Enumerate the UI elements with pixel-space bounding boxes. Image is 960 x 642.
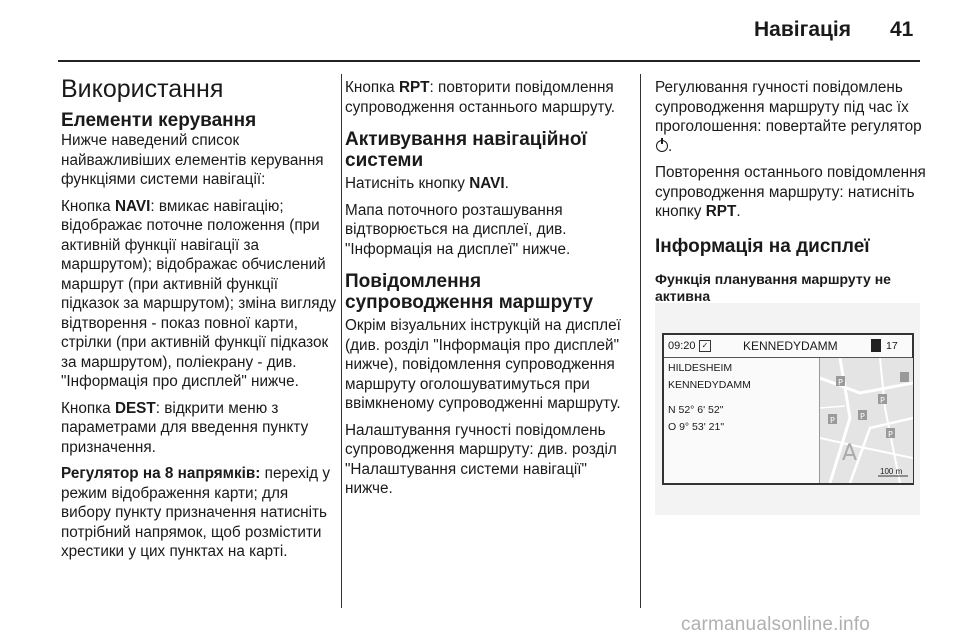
column-left [61, 74, 337, 569]
svg-text:P: P [838, 378, 843, 387]
messages-heading: Повідомлення супроводження маршруту [345, 271, 594, 313]
navi-paragraph: Кнопка NAVI: вмикає навігацію; відображає поточне положення (при активній функції навігації за маршрутом); відображає обчислений маршрут (при активній функції підказок за маршрутом); зміна вигляду відтворення - показ повної карти, стрілки (при активній функції підказок за маршрутом), поліекрану - див. "Інформація про дисплей" нижче. [61, 197, 337, 390]
longitude: O 9° 53' 21" [668, 421, 725, 433]
page-number: 41 [890, 18, 914, 41]
svg-text:P: P [830, 416, 835, 425]
nav-screen [662, 333, 914, 485]
column-middle [345, 78, 633, 506]
route-inactive-heading: Функція планування маршруту не активна [655, 270, 891, 304]
volume-paragraph: Налаштування гучності повідомлень супроводження маршруту: див. розділ "Налаштування системи навігації" нижче. [345, 421, 617, 497]
page-header [0, 0, 960, 60]
city-name: HILDESHEIM [668, 362, 733, 374]
section-title: Навігація [754, 18, 852, 41]
position-arrow-icon: A [842, 441, 858, 466]
controls-intro: Нижче наведений список найважливіших елементів керування функціями системи навігації: [61, 132, 324, 188]
svg-text:P: P [860, 412, 865, 421]
rotary-knob-icon [656, 140, 668, 152]
column-right [655, 78, 927, 325]
usage-heading: Використання [61, 75, 224, 103]
parking-icon [900, 372, 909, 382]
street-name: KENNEDYDAMM [668, 379, 751, 391]
map-paragraph: Мапа поточного розташування відтворюється на дисплеї, див. "Інформація на дисплеї" нижче. [345, 201, 571, 258]
outside-temperature: 17 [886, 340, 898, 352]
column-divider [341, 74, 342, 608]
header-divider [58, 60, 920, 62]
activation-heading: Активування навігаційної системи [345, 129, 587, 171]
map-graphic [820, 358, 913, 483]
check-icon: ✓ [699, 340, 711, 352]
activation-paragraph: Натисніть кнопку NAVI. [345, 175, 509, 192]
svg-text:P: P [880, 396, 885, 405]
latitude: N 52° 6' 52" [668, 404, 724, 416]
position-info [664, 358, 818, 483]
volume-adjust-paragraph: Регулювання гучності повідомлень супроводження маршруту під час їх проголошення: повертайте регулятор . [655, 79, 922, 155]
flag-icon [871, 339, 881, 352]
map-view [819, 358, 913, 483]
watermark: carmanualsonline.info [681, 614, 871, 635]
regulator-paragraph: Регулятор на 8 напрямків: перехід у режим відображення карти; для вибору пункту призначення натисніть потрібний напрямок, щоб розмістити хрестики у цих пунктах на карті. [61, 465, 330, 560]
display-heading: Інформація на дисплеї [655, 235, 870, 257]
current-street: KENNEDYDAMM [743, 339, 838, 353]
svg-text:P: P [888, 430, 893, 439]
column-divider [640, 74, 641, 608]
controls-heading: Елементи керування [61, 110, 257, 131]
display-illustration [655, 303, 920, 515]
clock: 09:20 [668, 340, 696, 352]
screen-status-bar [664, 335, 912, 358]
dest-paragraph: Кнопка DEST: відкрити меню з параметрами для введення пункту призначення. [61, 399, 309, 456]
repeat-paragraph: Повторення останнього повідомлення супроводження маршруту: натисніть кнопку RPT. [655, 164, 926, 220]
messages-paragraph: Окрім візуальних інструкцій на дисплеї (див. розділ "Інформація про дисплей" нижче), повідомлення супроводження маршруту оголошуватимуться при ввімкненому супроводженні маршруту. [345, 317, 621, 412]
rpt-paragraph: Кнопка RPT: повторити повідомлення супроводження останнього маршруту. [345, 79, 616, 116]
map-scale: 100 m [880, 467, 903, 476]
